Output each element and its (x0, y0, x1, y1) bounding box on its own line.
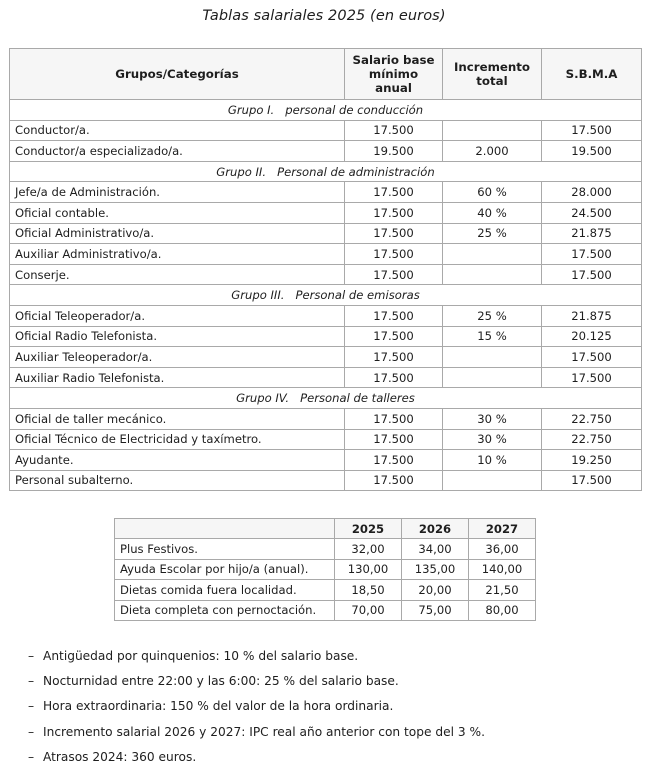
sbma-cell: 22.750 (542, 408, 642, 429)
table-row (10, 182, 642, 203)
sbma-cell: 17.500 (542, 347, 642, 368)
year-value-cell: 135,00 (402, 559, 469, 580)
header-category: Grupos/Categorías (10, 49, 345, 100)
header-increment-line2: total (476, 74, 508, 88)
table-row (115, 600, 536, 621)
dash-bullet-icon: – (28, 649, 35, 663)
table-row (10, 305, 642, 326)
year-value-cell: 80,00 (469, 600, 536, 621)
category-cell: Oficial contable. (10, 202, 345, 223)
increment-cell (443, 367, 542, 388)
sbma-cell: 19.500 (542, 141, 642, 162)
base-salary-cell: 17.500 (345, 264, 443, 285)
group-label: Grupo II. Personal de administración (10, 161, 642, 182)
group-label: Grupo III. Personal de emisoras (10, 285, 642, 306)
concept-cell: Plus Festivos. (115, 539, 335, 560)
table-row (10, 367, 642, 388)
year-value-cell: 20,00 (402, 580, 469, 601)
note-text: Nocturnidad entre 22:00 y las 6:00: 25 % del salario base. (43, 674, 399, 689)
extras-header-concept (115, 519, 335, 539)
category-cell: Oficial Administrativo/a. (10, 223, 345, 244)
page-title: Tablas salariales 2025 (en euros) (202, 8, 446, 24)
sbma-cell: 17.500 (542, 470, 642, 491)
note-text: Atrasos 2024: 360 euros. (43, 749, 197, 764)
header-increment-line1: Incremento (453, 60, 531, 74)
base-salary-cell: 17.500 (345, 347, 443, 368)
year-value-cell: 130,00 (335, 559, 402, 580)
increment-cell (443, 244, 542, 265)
increment-cell (443, 264, 542, 285)
category-cell: Ayudante. (10, 450, 345, 471)
group-row (10, 100, 642, 121)
sbma-cell: 24.500 (542, 202, 642, 223)
dash-bullet-icon: – (28, 749, 35, 764)
increment-cell: 60 % (443, 182, 542, 203)
year-value-cell: 36,00 (469, 539, 536, 560)
increment-cell: 15 % (443, 326, 542, 347)
increment-cell (443, 470, 542, 491)
year-value-cell: 18,50 (335, 580, 402, 601)
increment-cell: 40 % (443, 202, 542, 223)
increment-cell: 25 % (443, 305, 542, 326)
extras-table (114, 518, 536, 621)
notes-list (0, 646, 648, 772)
category-cell: Auxiliar Radio Telefonista. (10, 367, 345, 388)
category-cell: Conductor/a especializado/a. (10, 141, 345, 162)
table-row (10, 429, 642, 450)
group-row (10, 161, 642, 182)
salary-table-header (10, 49, 642, 100)
sbma-cell: 21.875 (542, 223, 642, 244)
table-row (10, 244, 642, 265)
group-row (10, 285, 642, 306)
table-row (10, 141, 642, 162)
group-label: Grupo I. personal de conducción (10, 100, 642, 121)
dash-bullet-icon: – (28, 724, 35, 739)
extras-table-header (115, 519, 536, 539)
table-row (115, 539, 536, 560)
note-item (0, 671, 648, 696)
category-cell: Oficial Radio Telefonista. (10, 326, 345, 347)
extras-table-body (115, 539, 536, 621)
base-salary-cell: 17.500 (345, 223, 443, 244)
header-base-salary (345, 49, 443, 100)
table-row (10, 470, 642, 491)
extras-header-2025: 2025 (335, 519, 402, 539)
group-row (10, 388, 642, 409)
sbma-cell: 21.875 (542, 305, 642, 326)
concept-cell: Dietas comida fuera localidad. (115, 580, 335, 601)
increment-cell (443, 120, 542, 141)
table-row (10, 408, 642, 429)
table-row (10, 450, 642, 471)
category-cell: Auxiliar Teleoperador/a. (10, 347, 345, 368)
year-value-cell: 21,50 (469, 580, 536, 601)
base-salary-cell: 17.500 (345, 120, 443, 141)
header-base-salary-line3: anual (375, 81, 412, 95)
note-text: Incremento salarial 2026 y 2027: IPC real año anterior con tope del 3 %. (43, 724, 485, 739)
base-salary-cell: 17.500 (345, 408, 443, 429)
note-item (0, 696, 648, 721)
salary-table (9, 48, 642, 491)
sbma-cell: 22.750 (542, 429, 642, 450)
concept-cell: Ayuda Escolar por hijo/a (anual). (115, 559, 335, 580)
increment-cell: 25 % (443, 223, 542, 244)
table-row (10, 326, 642, 347)
note-item (0, 722, 648, 747)
increment-cell: 30 % (443, 408, 542, 429)
base-salary-cell: 17.500 (345, 450, 443, 471)
sbma-cell: 17.500 (542, 120, 642, 141)
category-cell: Auxiliar Administrativo/a. (10, 244, 345, 265)
note-text: Antigüedad por quinquenios: 10 % del salario base. (43, 649, 359, 663)
table-row (10, 202, 642, 223)
category-cell: Jefe/a de Administración. (10, 182, 345, 203)
header-increment (443, 49, 542, 100)
note-item (0, 646, 648, 671)
salary-table-body (10, 100, 642, 491)
base-salary-cell: 17.500 (345, 244, 443, 265)
base-salary-cell: 17.500 (345, 367, 443, 388)
sbma-cell: 17.500 (542, 244, 642, 265)
increment-cell (443, 347, 542, 368)
base-salary-cell: 17.500 (345, 182, 443, 203)
base-salary-cell: 17.500 (345, 429, 443, 450)
base-salary-cell: 17.500 (345, 470, 443, 491)
group-label: Grupo IV. Personal de talleres (10, 388, 642, 409)
year-value-cell: 140,00 (469, 559, 536, 580)
table-row (10, 120, 642, 141)
table-row (115, 559, 536, 580)
category-cell: Oficial de taller mecánico. (10, 408, 345, 429)
note-item (0, 747, 648, 772)
category-cell: Oficial Técnico de Electricidad y taxímetro. (10, 429, 345, 450)
base-salary-cell: 17.500 (345, 326, 443, 347)
sbma-cell: 28.000 (542, 182, 642, 203)
table-row (10, 347, 642, 368)
year-value-cell: 32,00 (335, 539, 402, 560)
table-row (10, 223, 642, 244)
base-salary-cell: 17.500 (345, 305, 443, 326)
year-value-cell: 75,00 (402, 600, 469, 621)
base-salary-cell: 17.500 (345, 202, 443, 223)
category-cell: Conserje. (10, 264, 345, 285)
sbma-cell: 19.250 (542, 450, 642, 471)
header-sbma: S.B.M.A (542, 49, 642, 100)
note-text: Hora extraordinaria: 150 % del valor de la hora ordinaria. (43, 699, 394, 714)
category-cell: Conductor/a. (10, 120, 345, 141)
table-row (10, 264, 642, 285)
dash-bullet-icon: – (28, 674, 35, 689)
increment-cell: 10 % (443, 450, 542, 471)
sbma-cell: 17.500 (542, 367, 642, 388)
header-base-salary-line2: mínimo (368, 67, 419, 81)
base-salary-cell: 19.500 (345, 141, 443, 162)
year-value-cell: 34,00 (402, 539, 469, 560)
category-cell: Oficial Teleoperador/a. (10, 305, 345, 326)
increment-cell: 2.000 (443, 141, 542, 162)
sbma-cell: 17.500 (542, 264, 642, 285)
increment-cell: 30 % (443, 429, 542, 450)
header-base-salary-line1: Salario base (352, 53, 435, 67)
sbma-cell: 20.125 (542, 326, 642, 347)
concept-cell: Dieta completa con pernoctación. (115, 600, 335, 621)
year-value-cell: 70,00 (335, 600, 402, 621)
extras-header-2027: 2027 (469, 519, 536, 539)
extras-header-2026: 2026 (402, 519, 469, 539)
dash-bullet-icon: – (28, 699, 35, 714)
table-row (115, 580, 536, 601)
category-cell: Personal subalterno. (10, 470, 345, 491)
